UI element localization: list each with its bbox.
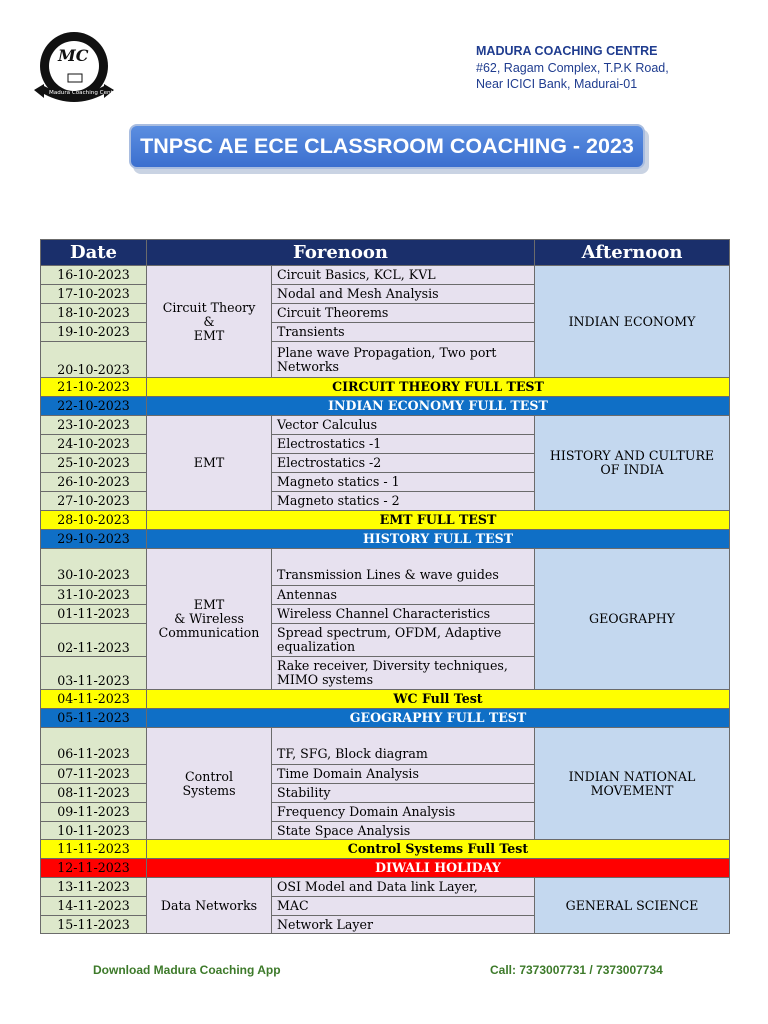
- subject-line: & Wireless: [174, 611, 244, 626]
- date-cell: 23-10-2023: [41, 416, 147, 435]
- topic-cell: Circuit Basics, KCL, KVL: [272, 266, 535, 285]
- date-cell: 28-10-2023: [41, 511, 147, 530]
- org-address-line1: #62, Ragam Complex, T.P.K Road,: [476, 60, 669, 75]
- topic-cell: Magneto statics - 1: [272, 473, 535, 492]
- date-cell: 12-11-2023: [41, 859, 147, 878]
- subject-line: Control: [184, 768, 234, 784]
- date-cell: 09-11-2023: [41, 803, 147, 822]
- header-forenoon: Forenoon: [147, 240, 535, 266]
- forenoon-subject: Data Networks: [147, 878, 272, 934]
- afternoon-subject: INDIAN ECONOMY: [535, 266, 730, 378]
- table-row: [41, 549, 730, 586]
- topic-line: equalization: [277, 639, 356, 654]
- schedule-table: [40, 239, 730, 934]
- header-afternoon: Afternoon: [535, 240, 730, 266]
- date-cell: 08-11-2023: [41, 784, 147, 803]
- afternoon-subject: GEOGRAPHY: [535, 549, 730, 690]
- topic-line: Rake receiver, Diversity techniques,: [277, 658, 508, 673]
- topic-cell: State Space Analysis: [272, 822, 535, 840]
- test-row: [41, 690, 730, 709]
- forenoon-subject: [147, 266, 272, 378]
- topic-cell: Time Domain Analysis: [272, 765, 535, 784]
- date-cell: 07-11-2023: [41, 765, 147, 784]
- date-cell: 29-10-2023: [41, 530, 147, 549]
- test-row: [41, 378, 730, 397]
- holiday-row: [41, 859, 730, 878]
- date-cell: 18-10-2023: [41, 304, 147, 323]
- table-row: [41, 266, 730, 285]
- topic-cell: TF, SFG, Block diagram: [272, 728, 535, 765]
- table-header-row: [41, 240, 730, 266]
- date-cell: 21-10-2023: [41, 378, 147, 397]
- subject-line: Systems: [182, 782, 236, 798]
- test-label: CIRCUIT THEORY FULL TEST: [147, 378, 730, 397]
- date-cell: 20-10-2023: [41, 342, 147, 378]
- date-cell: 10-11-2023: [41, 822, 147, 840]
- org-address-block: [476, 43, 669, 93]
- madura-coaching-logo: [28, 28, 120, 106]
- topic-cell: Vector Calculus: [272, 416, 535, 435]
- topic-cell: Electrostatics -1: [272, 435, 535, 454]
- afternoon-subject: [535, 728, 730, 840]
- date-cell: 15-11-2023: [41, 916, 147, 934]
- afternoon-line: HISTORY AND CULTURE: [549, 448, 715, 463]
- date-cell: 16-10-2023: [41, 266, 147, 285]
- table-row: [41, 416, 730, 435]
- org-address-line2: Near ICICI Bank, Madurai-01: [476, 77, 638, 91]
- date-cell: 14-11-2023: [41, 897, 147, 916]
- date-cell: 13-11-2023: [41, 878, 147, 897]
- footer-call-numbers: Call: 7373007731 / 7373007734: [490, 963, 663, 977]
- test-row: [41, 530, 730, 549]
- subject-line: EMT: [193, 327, 225, 343]
- forenoon-subject: [147, 728, 272, 840]
- date-cell: 24-10-2023: [41, 435, 147, 454]
- afternoon-line: MOVEMENT: [590, 782, 674, 798]
- topic-cell: [272, 342, 535, 378]
- afternoon-subject: GENERAL SCIENCE: [535, 878, 730, 934]
- topic-cell: Magneto statics - 2: [272, 492, 535, 511]
- date-cell: 17-10-2023: [41, 285, 147, 304]
- test-label: GEOGRAPHY FULL TEST: [147, 709, 730, 728]
- date-cell: 27-10-2023: [41, 492, 147, 511]
- test-label: HISTORY FULL TEST: [147, 530, 730, 549]
- topic-cell: [272, 624, 535, 657]
- test-label: WC Full Test: [147, 690, 730, 709]
- date-cell: 11-11-2023: [41, 840, 147, 859]
- page-title-banner: TNPSC AE ECE CLASSROOM COACHING - 2023: [129, 124, 645, 169]
- test-row: [41, 397, 730, 416]
- test-label: INDIAN ECONOMY FULL TEST: [147, 397, 730, 416]
- topic-cell: Transmission Lines & wave guides: [272, 549, 535, 586]
- date-cell: 03-11-2023: [41, 657, 147, 690]
- subject-line: EMT: [193, 597, 225, 612]
- test-row: [41, 511, 730, 530]
- org-name: MADURA COACHING CENTRE: [476, 44, 658, 58]
- holiday-label: DIWALI HOLIDAY: [147, 859, 730, 878]
- topic-line: Spread spectrum, OFDM, Adaptive: [277, 625, 502, 640]
- test-label: Control Systems Full Test: [147, 840, 730, 859]
- topic-cell: Wireless Channel Characteristics: [272, 605, 535, 624]
- topic-cell: Transients: [272, 323, 535, 342]
- date-cell: 26-10-2023: [41, 473, 147, 492]
- topic-cell: Stability: [272, 784, 535, 803]
- topic-cell: OSI Model and Data link Layer,: [272, 878, 535, 897]
- table-row: [41, 878, 730, 897]
- topic-cell: Antennas: [272, 586, 535, 605]
- afternoon-line: OF INDIA: [600, 462, 664, 477]
- logo-initials: MC: [58, 46, 89, 65]
- test-row: [41, 709, 730, 728]
- date-cell: 02-11-2023: [41, 624, 147, 657]
- subject-line: Circuit Theory: [162, 299, 256, 315]
- afternoon-subject: [535, 416, 730, 511]
- date-cell: 06-11-2023: [41, 728, 147, 765]
- logo-ring-text: Madura Coaching Centre: [49, 90, 119, 96]
- topic-line: MIMO systems: [277, 672, 374, 687]
- date-cell: 04-11-2023: [41, 690, 147, 709]
- topic-cell: Nodal and Mesh Analysis: [272, 285, 535, 304]
- topic-line: Plane wave Propagation, Two port: [277, 344, 497, 360]
- topic-cell: Electrostatics -2: [272, 454, 535, 473]
- test-row: [41, 840, 730, 859]
- topic-cell: Network Layer: [272, 916, 535, 934]
- date-cell: 05-11-2023: [41, 709, 147, 728]
- subject-line: Communication: [158, 625, 260, 640]
- afternoon-line: INDIAN NATIONAL: [568, 768, 696, 784]
- topic-cell: MAC: [272, 897, 535, 916]
- date-cell: 30-10-2023: [41, 549, 147, 586]
- subject-line: &: [203, 313, 215, 329]
- topic-line: Networks: [277, 358, 340, 374]
- table-row: [41, 728, 730, 765]
- date-cell: 22-10-2023: [41, 397, 147, 416]
- topic-cell: [272, 657, 535, 690]
- topic-cell: Frequency Domain Analysis: [272, 803, 535, 822]
- date-cell: 01-11-2023: [41, 605, 147, 624]
- header-date: Date: [41, 240, 147, 266]
- forenoon-subject: [147, 549, 272, 690]
- date-cell: 31-10-2023: [41, 586, 147, 605]
- test-label: EMT FULL TEST: [147, 511, 730, 530]
- date-cell: 19-10-2023: [41, 323, 147, 342]
- forenoon-subject: EMT: [147, 416, 272, 511]
- footer-download-app: Download Madura Coaching App: [93, 963, 281, 977]
- topic-cell: Circuit Theorems: [272, 304, 535, 323]
- date-cell: 25-10-2023: [41, 454, 147, 473]
